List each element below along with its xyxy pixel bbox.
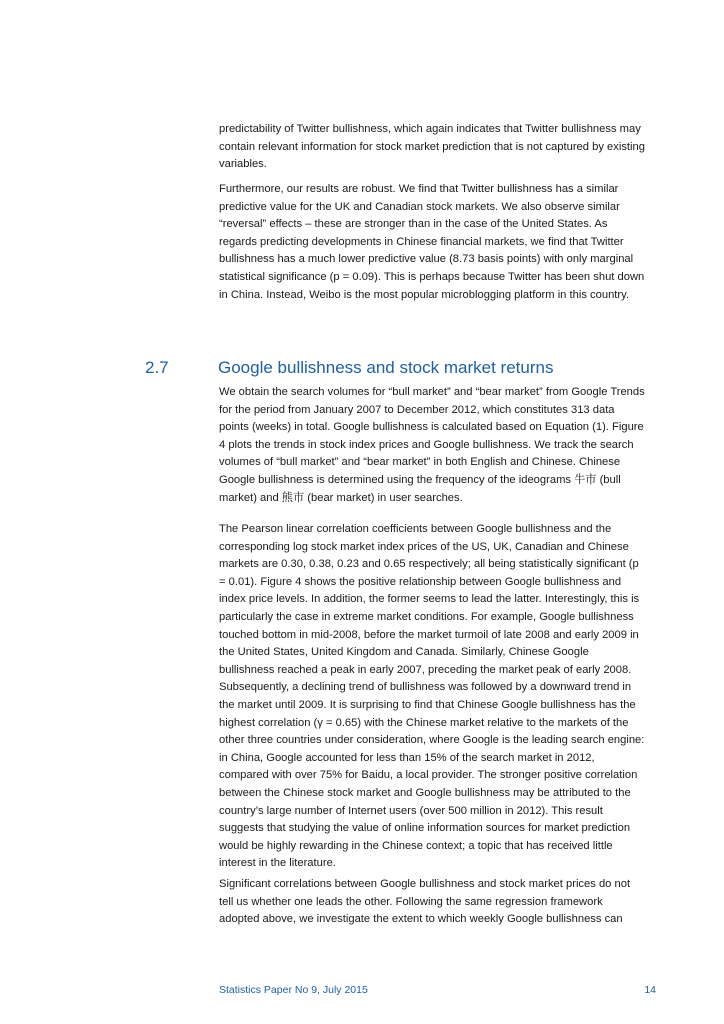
- page-number: 14: [644, 984, 656, 996]
- paragraph-twitter-predictability: predictability of Twitter bullishness, which again indicates that Twitter bullishness may contain relevant information for stock market prediction that is not captured by existing variables.: [219, 123, 645, 171]
- paragraph-pearson-correlation: The Pearson linear correlation coefficients between Google bullishness and the corresponding log stock market index prices of the US, UK, Canadian and Chinese markets are 0.30, 0.38, 0.23 and 0.65 respectively; all being statistically significant (p = 0.01). Figure 4 shows the positive relationship between Google bullishness and index price levels. In addition, the former seems to lead the latter. Interestingly, this is particularly the case in extreme market conditions. For example, Google bullishness touched bottom in mid-2008, before the market turmoil of late 2008 and early 2009 in the United States, United Kingdom and Canada. Similarly, Chinese Google bullishness reached a peak in early 2007, preceding the market peak of early 2008. Subsequently, a declining trend of bullishness was followed by a downward trend in the market until 2009. It is surprising to find that Chinese Google bullishness has the highest correlation (γ = 0.65) with the Chinese market relative to the markets of the other three countries under consideration, where Google is the leading search engine: in China, Google accounted for less than 15% of the search market in 2012, compared with over 75% for Baidu, a local provider. The stronger positive correlation between the Chinese stock market and Google bullishness may be attributed to the country’s large number of Internet users (over 500 million in 2012). This result suggests that studying the value of online information sources for market prediction would be highly rewarding in the Chinese context; a topic that has received little interest in the literature.: [219, 523, 645, 870]
- section-number: 2.7: [145, 358, 169, 377]
- paragraph-significant-correlations: Significant correlations between Google bullishness and stock market prices do not tell us whether one leads the other. Following the same regression framework adopted above, we investigate the extent to which weekly Google bullishness can: [219, 878, 631, 926]
- paragraph-robustness: Furthermore, our results are robust. We find that Twitter bullishness has a similar predictive value for the UK and Canadian stock markets. We also observe similar “reversal” effects – these are stronger than in the case of the United States. As regards predicting developments in Chinese financial markets, we find that Twitter bullishness has a much lower predictive value (8.73 basis points) with only marginal statistical significance (p = 0.09). This is perhaps because Twitter has been shut down in China. Instead, Weibo is the most popular microblogging platform in this country.: [219, 183, 645, 301]
- page-footer: [219, 984, 656, 1000]
- footer-publication: Statistics Paper No 9, July 2015: [219, 984, 368, 996]
- section-heading: [145, 357, 665, 381]
- paragraph-search-volumes: We obtain the search volumes for “bull market” and “bear market” from Google Trends for the period from January 2007 to December 2012, which constitutes 313 data points (weeks) in total. Google bullishness is calculated based on Equation (1). Figure 4 plots the trends in stock index prices and Google bullishness. We track the search volumes of “bull market” and “bear market” in both English and Chinese. Chinese Google bullishness is determined using the frequency of the ideograms 牛市 (bull market) and 熊市 (bear market) in user searches.: [219, 386, 645, 504]
- section-title: Google bullishness and stock market returns: [218, 358, 554, 377]
